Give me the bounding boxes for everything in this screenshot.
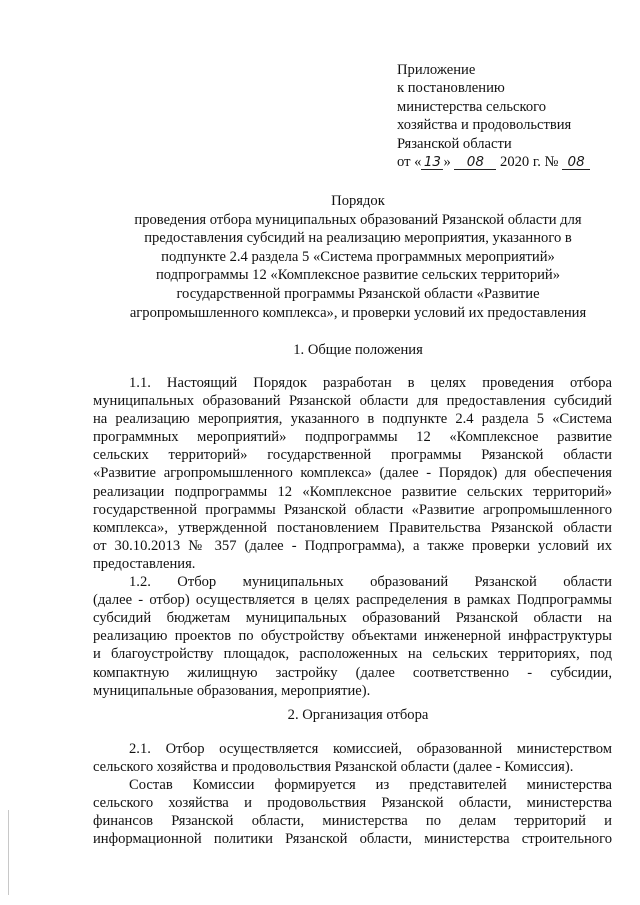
appendix-line: хозяйства и продовольствия bbox=[397, 117, 572, 134]
title-line: подпрограммы 12 «Комплексное развитие сельских территорий» bbox=[155, 267, 561, 284]
paragraph-line: программных мероприятий» подпрограммы 12 «Комплексное развитие bbox=[93, 429, 612, 446]
appendix-line: Приложение bbox=[397, 62, 476, 78]
title-line: агропромышленного комплекса», и проверки условий их предоставления bbox=[129, 304, 587, 321]
handwritten-number: 08 bbox=[562, 155, 590, 170]
paragraph-line: информационной политики Рязанской области, министерства строительного bbox=[93, 831, 612, 848]
paragraph-line: 1.2. Отбор муниципальных образований Рязанской области bbox=[129, 574, 612, 591]
paragraph-line: субсидий бюджетам муниципальных образований Рязанской области на bbox=[93, 610, 612, 627]
handwritten-month: 08 bbox=[454, 155, 496, 170]
section-heading-organization: 2. Организация отбора bbox=[287, 707, 429, 723]
document-title bbox=[90, 192, 626, 322]
paragraph-line: государственной программы Рязанской области «Развитие агропромышленного bbox=[93, 501, 612, 518]
appendix-line: к постановлению bbox=[397, 80, 505, 97]
paragraph-line: реализации подпрограммы 12 «Комплексное развитие сельских территорий» bbox=[93, 483, 612, 500]
section-heading-general: 1. Общие положения bbox=[293, 342, 423, 358]
paragraph-line: Состав Комиссии формируется из представителей министерства bbox=[129, 777, 612, 794]
scan-margin-line bbox=[8, 810, 9, 895]
section2-body bbox=[93, 740, 612, 849]
paragraph-line: сельских территорий» государственной программы Рязанской области bbox=[93, 447, 612, 464]
paragraph-line: сельского хозяйства и продовольствия Рязанской области (далее - Комиссия). bbox=[93, 759, 574, 776]
paragraph-line: предоставления. bbox=[93, 555, 196, 572]
date-mid: » bbox=[443, 153, 455, 170]
appendix-line: министерства сельского bbox=[397, 98, 547, 115]
paragraph-line: 1.1. Настоящий Порядок разработан в целях проведения отбора bbox=[129, 375, 612, 391]
paragraph-line: сельского хозяйства и продовольствия Рязанской области, министерства bbox=[93, 795, 612, 812]
appendix-line: Рязанской области bbox=[397, 135, 512, 152]
title-line: Порядок bbox=[331, 193, 385, 209]
paragraph-line: реализацию проектов по обустройству объектами инженерной инфраструктуры bbox=[93, 628, 612, 645]
title-line: подпункте 2.4 раздела 5 «Система программных мероприятий» bbox=[161, 248, 555, 265]
paragraph-line: «Развитие агропромышленного комплекса» (далее - Порядок) для обеспечения bbox=[93, 465, 612, 482]
appendix-block bbox=[397, 61, 590, 171]
paragraph-line: от 30.10.2013 № 357 (далее - Подпрограмма), а также проверки условий их bbox=[93, 537, 612, 554]
paragraph-line: 2.1. Отбор осуществляется комиссией, образованной министерством bbox=[129, 741, 612, 757]
paragraph-line: муниципальных образований Рязанской области для предоставления субсидий bbox=[93, 393, 612, 410]
title-line: государственной программы Рязанской области «Развитие bbox=[176, 285, 540, 302]
paragraph-line: и благоустройству площадок, расположенных на сельских территориях, под bbox=[93, 646, 612, 663]
paragraph-line: компактную жилищную застройку (далее соответственно - субсидии, bbox=[93, 664, 612, 681]
title-line: предоставления субсидий на реализацию мероприятия, указанного в bbox=[144, 230, 572, 247]
appendix-date-line bbox=[397, 153, 590, 171]
paragraph-line: комплекса», утвержденной постановлением Правительства Рязанской области bbox=[93, 519, 612, 536]
date-prefix: от « bbox=[397, 153, 422, 170]
paragraph-line: (далее - отбор) осуществляется в целях распределения в рамках Подпрограммы bbox=[93, 592, 612, 609]
section1-body bbox=[93, 374, 612, 700]
handwritten-day: 13 bbox=[421, 155, 443, 170]
paragraph-line: на реализацию мероприятия, указанного в подпункте 2.4 раздела 5 «Система bbox=[93, 411, 612, 428]
date-year: 2020 г. № bbox=[496, 153, 563, 170]
paragraph-line: муниципальные образования, мероприятие). bbox=[93, 682, 371, 699]
title-line: проведения отбора муниципальных образований Рязанской области для bbox=[134, 211, 582, 228]
paragraph-line: финансов Рязанской области, министерства по делам территорий и bbox=[93, 813, 612, 830]
